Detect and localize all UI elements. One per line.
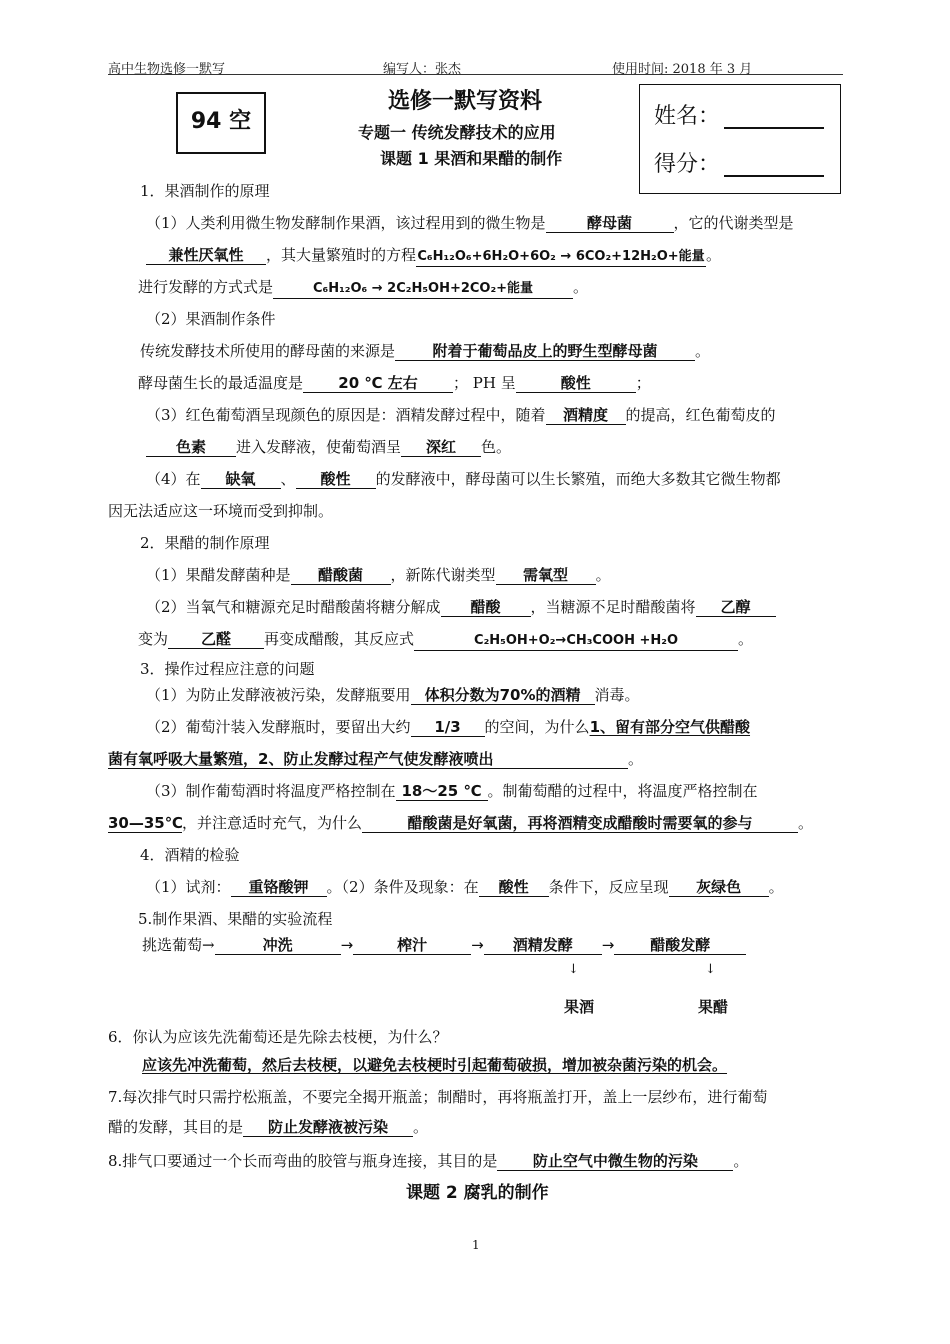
header-author: 编写人：张杰 (383, 62, 462, 77)
s4-heading: 4．酒精的检验 (140, 846, 240, 864)
s5-flow: 挑选葡萄→ 冲洗 → 榨汁 → 酒精发酵 → 醋酸发酵 (142, 934, 746, 955)
answer-wine-temp: 18～25 ℃ (396, 782, 488, 801)
answer-metabolic-type: 兼性厌氧性 (146, 246, 266, 265)
q6-answer: 应该先冲洗葡萄，然后去枝梗，以避免去枝梗时引起葡萄破损，增加被杂菌污染的机会。 (142, 1056, 728, 1074)
s2-heading: 2．果醋的制作原理 (140, 534, 270, 552)
s1-p1-cont: 兼性厌氧性 ，其大量繁殖时的方程C₆H₁₂O₆+6H₂O+6O₂ → 6CO₂+12H₂O+能量。 (146, 244, 721, 267)
answer-condition: 酸性 (479, 878, 549, 897)
q7-question-line2: 醋的发酵，其目的是 防止发酵液被污染 。 (108, 1118, 429, 1136)
flow-step-4: 醋酸发酵 (614, 936, 746, 955)
q8-question: 8.排气口要通过一个长而弯曲的胶管与瓶身连接，其目的是 防止空气中微生物的污染 。 (108, 1152, 749, 1170)
topic-title: 专题一 传统发酵技术的应用 (358, 123, 556, 142)
name-line (724, 127, 824, 129)
main-title: 选修一默写资料 (388, 89, 543, 114)
s1-p4: （4）在 缺氧 、 酸性 的发酵液中，酵母菌可以生长繁殖，而绝大多数其它微生物都 (146, 470, 781, 488)
lesson2-title: 课题 2 腐乳的制作 (406, 1183, 549, 1203)
q7-question-line1: 7.每次排气时只需拧松瓶盖，不要完全揭开瓶盖；制醋时，再将瓶盖打开，盖上一层纱布，进行葡萄 (108, 1088, 768, 1106)
s5-heading: 5.制作果酒、果醋的实验流程 (138, 910, 333, 928)
answer-reason-3: 醋酸菌是好氧菌，再将酒精变成醋酸时需要氧的参与 (362, 814, 798, 833)
s1-p2-heading: （2）果酒制作条件 (146, 310, 276, 328)
answer-reaction-equation: C₂H₅OH+O₂→CH₃COOH +H₂O (414, 632, 738, 651)
blank-count-badge: 94 空 (176, 92, 266, 154)
s1-p2-source: 传统发酵技术所使用的酵母菌的来源是 附着于葡萄品皮上的野生型酵母菌 。 (140, 342, 711, 360)
s3-p3: （3）制作葡萄酒时将温度严格控制在 18～25 ℃ 。制葡萄醋的过程中，将温度严格控制在 (146, 782, 758, 800)
answer-anoxic: 缺氧 (201, 470, 281, 489)
q6-question: 6．你认为应该先洗葡萄还是先除去枝梗，为什么？ (108, 1028, 448, 1046)
answer-wine-color: 深红 (401, 438, 481, 457)
answer-disinfectant: 体积分数为70%的酒精 (411, 686, 595, 705)
answer-acetaldehyde: 乙醛 (168, 630, 264, 649)
s1-p3: （3）红色葡萄酒呈现颜色的原因是：酒精发酵过程中，随着 酒精度 的提高，红色葡萄皮的 (146, 406, 776, 424)
answer-reason-2: 菌有氧呼吸大量繁殖，2、防止发酵过程产气使发酵液喷出 (108, 750, 628, 769)
answer-reagent: 重铬酸钾 (231, 878, 327, 897)
answer-acidic: 酸性 (296, 470, 376, 489)
score-line (724, 175, 824, 177)
answer-equation-aerobic: C₆H₁₂O₆+6H₂O+6O₂ → 6CO₂+12H₂O+能量 (416, 248, 706, 267)
s3-p2: （2）葡萄汁装入发酵瓶时，要留出大约 1/3 的空间，为什么1、留有部分空气供醋酸 (146, 718, 751, 736)
answer-microbe: 酵母菌 (546, 214, 674, 233)
s3-p1: （1）为防止发酵液被污染，发酵瓶要用 体积分数为70%的酒精 消毒。 (146, 686, 640, 704)
answer-ethanol: 乙醇 (696, 598, 776, 617)
header-date: 使用时间: 2018 年 3 月 (612, 62, 753, 77)
answer-pigment: 色素 (146, 438, 236, 457)
answer-q8: 防止空气中微生物的污染 (497, 1152, 733, 1171)
answer-bacteria-type: 需氧型 (496, 566, 596, 585)
name-score-box (639, 84, 841, 194)
s1-p4-cont: 因无法适应这一环境而受到抑制。 (108, 502, 334, 520)
answer-ph: 酸性 (516, 374, 636, 393)
s1-p1-ferment: 进行发酵的方式式是 C₆H₁₂O₆ → 2C₂H₅OH+2CO₂+能量 。 (138, 276, 588, 299)
product-wine: 果酒 (564, 998, 595, 1016)
s2-p1: （1）果醋发酵菌种是 醋酸菌 ，新陈代谢类型 需氧型 。 (146, 566, 611, 584)
answer-yeast-source: 附着于葡萄品皮上的野生型酵母菌 (395, 342, 695, 361)
header-left: 高中生物选修一默写 (108, 62, 226, 77)
s3-heading: 3．操作过程应注意的问题 (140, 660, 315, 678)
flow-down-arrow-vinegar: ↓ (705, 962, 716, 977)
answer-bacteria: 醋酸菌 (291, 566, 391, 585)
s2-p2-cont: 变为 乙醛 再变成醋酸，其反应式 C₂H₅OH+O₂→CH₃COOH +H₂O 。 (138, 628, 753, 651)
s4-p1: （1）试剂： 重铬酸钾 。（2）条件及现象：在 酸性 条件下，反应呈现 灰绿色 。 (146, 878, 784, 896)
s2-p2: （2）当氧气和糖源充足时醋酸菌将糖分解成 醋酸 ，当糖源不足时醋酸菌将 乙醇 (146, 596, 776, 617)
s3-p3-cont: 30—35℃，并注意适时充气，为什么 醋酸菌是好氧菌，再将酒精变成醋酸时需要氧的参与 。 (108, 814, 814, 832)
score-label: 得分： (654, 152, 721, 177)
answer-alcohol-degree: 酒精度 (546, 406, 626, 425)
flow-down-arrow-wine: ↓ (568, 962, 579, 977)
flow-step-1: 冲洗 (215, 936, 341, 955)
answer-reason-1: 1、留有部分空气供醋酸 (589, 718, 751, 736)
header-rule (108, 74, 843, 75)
answer-color-change: 灰绿色 (669, 878, 769, 897)
product-vinegar: 果醋 (698, 998, 729, 1016)
name-label: 姓名： (654, 104, 721, 129)
s1-p1: （1）人类利用微生物发酵制作果酒，该过程用到的微生物是 酵母菌 ，它的代谢类型是 (146, 214, 794, 232)
answer-temperature: 20 ℃ 左右 (303, 374, 453, 393)
s1-p2-temp: 酵母菌生长的最适温度是 20 ℃ 左右 ； PH 呈 酸性 ； (138, 374, 651, 392)
s1-heading: 1．果酒制作的原理 (140, 182, 270, 200)
answer-equation-ferment: C₆H₁₂O₆ → 2C₂H₅OH+2CO₂+能量 (273, 280, 573, 299)
s1-p3-cont: 色素 进入发酵液，使葡萄酒呈 深红 色。 (146, 436, 511, 457)
answer-q7: 防止发酵液被污染 (243, 1118, 413, 1137)
s3-p2-cont: 菌有氧呼吸大量繁殖，2、防止发酵过程产气使发酵液喷出 。 (108, 750, 644, 768)
lesson1-title: 课题 1 果酒和果醋的制作 (380, 149, 563, 168)
flow-step-2: 榨汁 (353, 936, 471, 955)
flow-step-3: 酒精发酵 (484, 936, 602, 955)
answer-headspace: 1/3 (411, 718, 485, 737)
answer-acetic-acid: 醋酸 (441, 598, 531, 617)
page-number: 1 (472, 1238, 480, 1252)
answer-vinegar-temp: 30—35℃ (108, 814, 183, 832)
